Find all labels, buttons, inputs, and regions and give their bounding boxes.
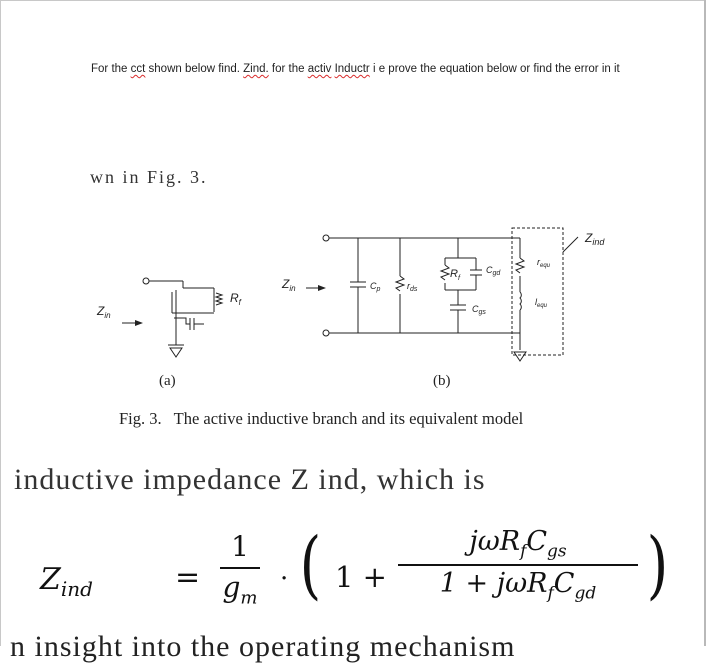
terminal-b-top <box>323 235 329 241</box>
figure-caption <box>119 409 523 429</box>
label-cp: $C_p$ <box>370 281 381 293</box>
subcaption-b: (b) <box>433 373 451 389</box>
terminal-b-bottom <box>323 330 329 336</box>
arrow-zin-b <box>318 285 326 291</box>
fraction-1-numerator: 1 <box>231 530 249 563</box>
label-cgd: $C_{gd}$ <box>486 265 501 277</box>
terminal-a-top <box>143 278 149 284</box>
equation-fraction-2 <box>398 526 638 604</box>
ground-b <box>514 352 526 361</box>
label-cgs: $C_{gs}$ <box>472 304 486 316</box>
label-requ: $r_{equ}$ <box>537 257 551 269</box>
resistor-requ <box>516 258 524 273</box>
fraction-2-numerator: $j\omega R_fC_{gs}$ <box>469 526 567 562</box>
cropped-text-top-content: wn in Fig. 3. <box>90 167 208 187</box>
misspelled-word-zind: Zind. <box>243 63 269 75</box>
cropped-text-mid <box>14 463 684 496</box>
fraction-1-bar <box>220 567 260 569</box>
subcaption-a: (a) <box>159 373 176 389</box>
equation-equals: = <box>175 560 201 595</box>
question-prefix: For the <box>91 63 131 75</box>
ground-a <box>170 348 182 357</box>
resistor-rf-b <box>441 265 449 280</box>
equation-one-plus: 1 + <box>335 560 387 594</box>
equation-zind <box>40 522 680 622</box>
cropped-text-bottom <box>10 630 700 663</box>
cropped-text-mid-content: inductive impedance Z ind, which is <box>14 463 486 496</box>
misspelled-word-inductr: Inductr <box>334 63 370 75</box>
cropped-text-bottom-content: n insight into the operating mechanism <box>10 630 516 663</box>
inductor-lequ <box>520 292 521 310</box>
equation-left-paren: ( <box>299 522 322 608</box>
resistor-rf-a <box>216 293 222 305</box>
page-border-top <box>0 0 706 1</box>
label-zin-b: $Z_{in}$ <box>282 277 296 293</box>
question-text[interactable] <box>91 61 631 77</box>
figure-caption-text: The active inductive branch and its equivalent model <box>173 409 524 428</box>
equation-right-paren: ) <box>646 522 669 608</box>
fraction-1-denominator: $g_m$ <box>222 571 258 609</box>
figure-caption-label: Fig. 3. <box>119 409 162 428</box>
misspelled-word-cct: cct <box>130 63 146 75</box>
label-zin-a: $Z_{in}$ <box>97 304 111 320</box>
label-rf-b: $R_f$ <box>450 268 460 282</box>
label-rf-a: $R_f$ <box>230 291 241 307</box>
question-mid-2: for the <box>268 63 308 75</box>
fraction-2-denominator: $1 + j\omega R_fC_{gd}$ <box>439 568 597 604</box>
resistor-rds <box>396 276 404 291</box>
equation-lhs: $Z_{ind}$ <box>40 562 93 601</box>
label-zind: $Z_{ind}$ <box>585 231 605 247</box>
misspelled-word-activ: activ <box>307 63 332 75</box>
equation-fraction-1 <box>220 530 260 609</box>
zind-arrow-line <box>563 237 578 252</box>
question-suffix: i e prove the equation below or find the error in it <box>369 63 620 75</box>
cropped-text-top <box>90 167 290 187</box>
circuit-figure <box>0 200 706 375</box>
equation-dot: · <box>280 564 289 594</box>
fraction-2-bar <box>398 564 638 566</box>
label-lequ: $l_{equ}$ <box>535 297 548 309</box>
arrow-zin-a <box>135 320 143 326</box>
question-mid-1: shown below find. <box>145 63 244 75</box>
label-rds: $r_{ds}$ <box>407 281 418 293</box>
